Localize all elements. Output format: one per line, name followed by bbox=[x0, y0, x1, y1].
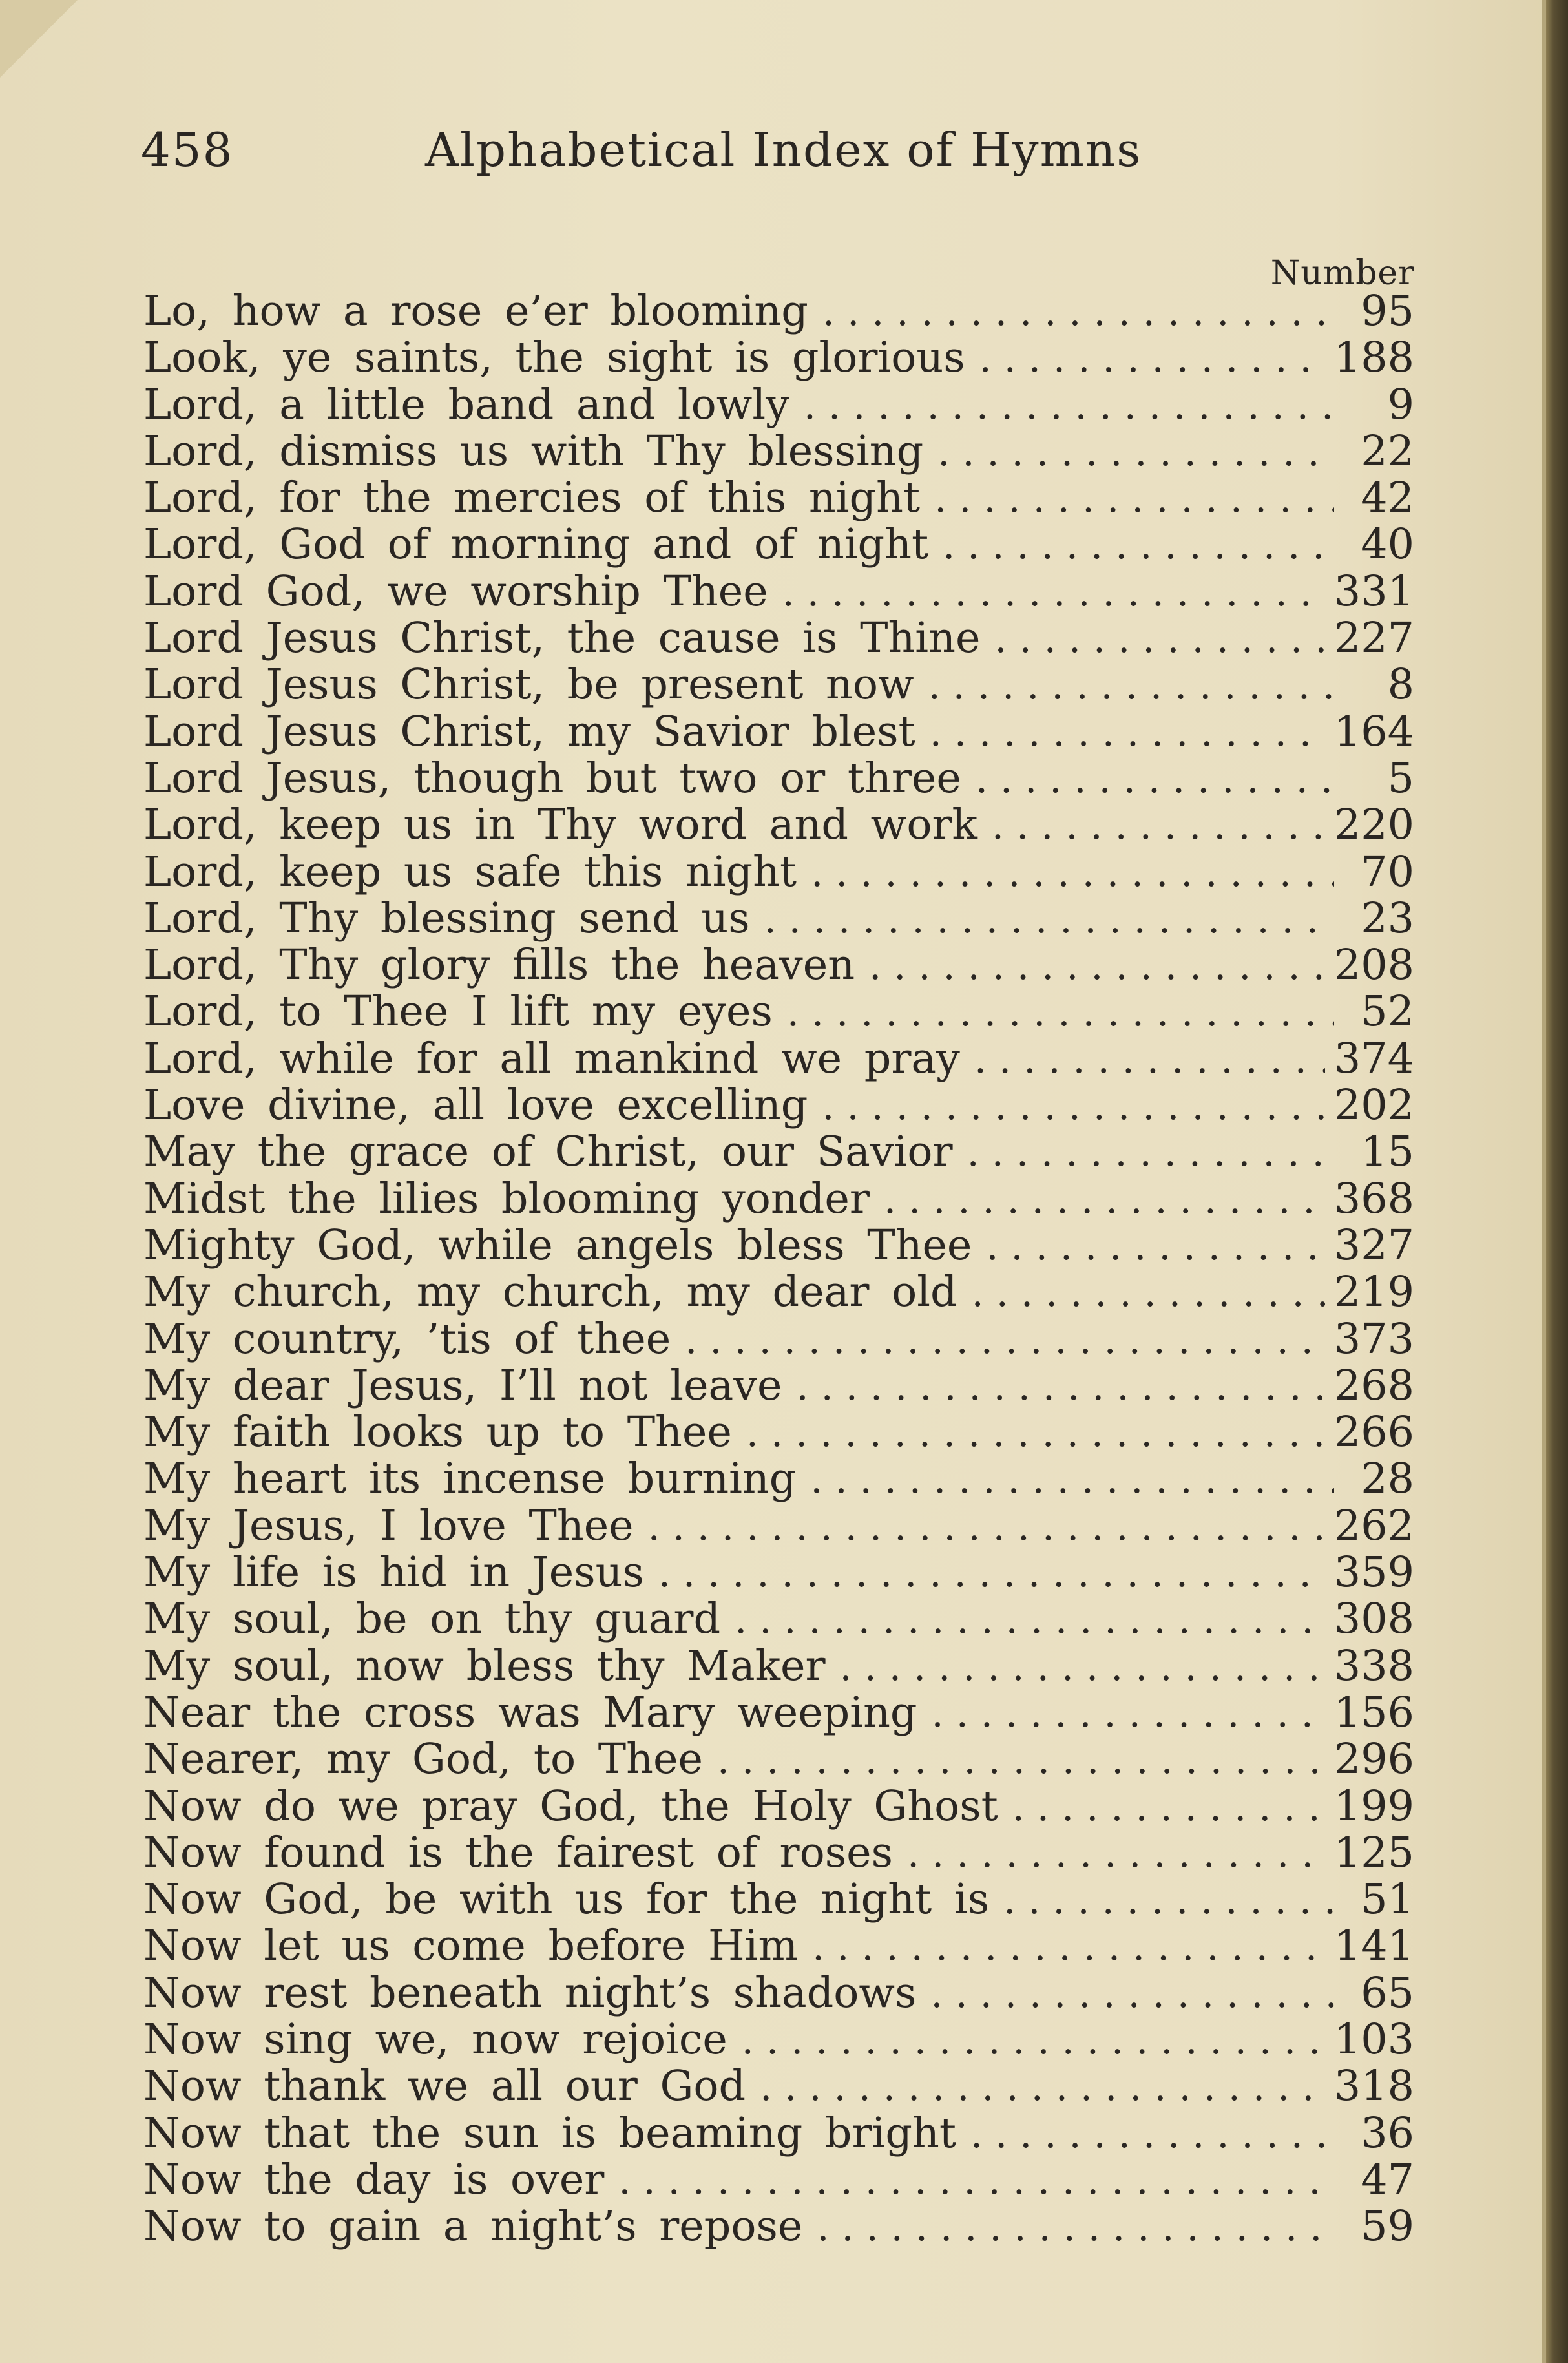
hymn-number: 164 bbox=[1333, 707, 1414, 756]
index-entry bbox=[143, 1783, 1414, 1830]
dot-leader bbox=[685, 1317, 1325, 1363]
hymn-title: Lord, God of morning and of night bbox=[143, 520, 929, 569]
hymn-number: 266 bbox=[1333, 1408, 1414, 1457]
dot-leader bbox=[760, 2064, 1325, 2110]
dot-leader bbox=[618, 2158, 1334, 2204]
index-entry bbox=[143, 1643, 1414, 1690]
hymn-title: Now do we pray God, the Holy Ghost bbox=[143, 1781, 998, 1831]
dot-leader bbox=[742, 2017, 1325, 2064]
dot-leader bbox=[840, 1644, 1325, 1690]
hymn-title: Lord, for the mercies of this night bbox=[143, 474, 921, 523]
index-entry bbox=[143, 2157, 1414, 2203]
dot-leader bbox=[994, 616, 1325, 662]
dot-leader bbox=[943, 522, 1334, 569]
index-entry bbox=[143, 1223, 1414, 1269]
dot-leader bbox=[804, 383, 1334, 429]
hymn-title: Now to gain a night’s repose bbox=[143, 2202, 803, 2251]
dot-leader bbox=[986, 1223, 1325, 1270]
index-entry bbox=[143, 989, 1414, 1035]
dot-leader bbox=[970, 2111, 1334, 2158]
dot-leader bbox=[658, 1550, 1325, 1597]
page-corner bbox=[0, 0, 78, 78]
index-entry bbox=[143, 1690, 1414, 1736]
dot-leader bbox=[979, 335, 1325, 382]
hymn-number: 40 bbox=[1361, 520, 1414, 569]
hymn-number: 52 bbox=[1361, 987, 1414, 1036]
hymn-number: 141 bbox=[1333, 1922, 1414, 1971]
hymn-title: Near the cross was Mary weeping bbox=[143, 1688, 917, 1737]
index-entry bbox=[143, 288, 1414, 335]
hymn-title: May the grace of Christ, our Savior bbox=[143, 1128, 953, 1177]
dot-leader bbox=[648, 1504, 1325, 1550]
hymn-title: Now thank we all our God bbox=[143, 2062, 746, 2111]
index-entry bbox=[143, 1129, 1414, 1175]
hymn-number: 220 bbox=[1333, 801, 1414, 850]
index-entry bbox=[143, 1923, 1414, 1969]
index-entry bbox=[143, 2110, 1414, 2157]
index-entry bbox=[143, 1363, 1414, 1409]
index-entry bbox=[143, 942, 1414, 989]
hymn-title: Lord, dismiss us with Thy blessing bbox=[143, 426, 924, 476]
hymn-number: 338 bbox=[1333, 1641, 1414, 1690]
dot-leader bbox=[811, 850, 1334, 896]
hymn-title: Nearer, my God, to Thee bbox=[143, 1735, 703, 1784]
dot-leader bbox=[937, 429, 1334, 476]
hymn-index-list bbox=[143, 288, 1414, 2250]
index-entry bbox=[143, 896, 1414, 942]
dot-leader bbox=[930, 709, 1325, 756]
dot-leader bbox=[934, 476, 1334, 522]
index-entry bbox=[143, 1736, 1414, 1783]
page-number: 458 bbox=[141, 123, 234, 177]
index-entry bbox=[143, 1503, 1414, 1549]
dot-leader bbox=[822, 289, 1334, 335]
hymn-title: Now found is the fairest of roses bbox=[143, 1828, 893, 1877]
hymn-number: 373 bbox=[1333, 1314, 1414, 1363]
dot-leader bbox=[782, 569, 1325, 616]
hymn-title: My church, my church, my dear old bbox=[143, 1268, 957, 1317]
dot-leader bbox=[746, 1410, 1325, 1456]
hymn-title: Mighty God, while angels bless Thee bbox=[143, 1221, 972, 1270]
index-entry bbox=[143, 1176, 1414, 1223]
index-entry bbox=[143, 1316, 1414, 1363]
hymn-title: Lord, while for all mankind we pray bbox=[143, 1034, 960, 1083]
hymn-title: Lord, Thy glory fills the heaven bbox=[143, 941, 855, 990]
hymn-title: Lord, a little band and lowly bbox=[143, 380, 789, 429]
dot-leader bbox=[907, 1831, 1325, 1877]
hymn-title: My Jesus, I love Thee bbox=[143, 1501, 634, 1550]
dot-leader bbox=[869, 943, 1325, 989]
hymn-title: Midst the lilies blooming yonder bbox=[143, 1174, 870, 1223]
index-entry bbox=[143, 2203, 1414, 2250]
hymn-number: 95 bbox=[1361, 287, 1414, 335]
index-entry bbox=[143, 849, 1414, 896]
dot-leader bbox=[928, 662, 1334, 709]
hymn-number: 51 bbox=[1361, 1875, 1414, 1924]
index-entry bbox=[143, 1269, 1414, 1316]
hymn-number: 208 bbox=[1333, 941, 1414, 990]
index-entry bbox=[143, 1036, 1414, 1082]
index-entry bbox=[143, 1876, 1414, 1923]
hymn-number: 28 bbox=[1361, 1455, 1414, 1504]
hymn-number: 5 bbox=[1387, 753, 1414, 803]
hymn-title: Lord Jesus Christ, my Savior blest bbox=[143, 707, 915, 756]
hymn-title: My country, ’tis of thee bbox=[143, 1314, 671, 1363]
hymn-title: Lord, to Thee I lift my eyes bbox=[143, 987, 773, 1036]
hymn-number: 327 bbox=[1333, 1221, 1414, 1270]
hymn-title: My soul, be on thy guard bbox=[143, 1595, 721, 1644]
hymn-number: 199 bbox=[1333, 1781, 1414, 1831]
hymn-number: 47 bbox=[1361, 2155, 1414, 2204]
hymn-title: Now let us come before Him bbox=[143, 1922, 799, 1971]
dot-leader bbox=[976, 756, 1334, 803]
index-entry bbox=[143, 1409, 1414, 1456]
hymn-number: 15 bbox=[1361, 1128, 1414, 1177]
hymn-title: Lo, how a rose e’er blooming bbox=[143, 287, 808, 335]
hymn-number: 8 bbox=[1387, 660, 1414, 709]
hymn-title: Lord Jesus Christ, be present now bbox=[143, 660, 914, 709]
hymn-number: 103 bbox=[1333, 2015, 1414, 2064]
index-entry bbox=[143, 428, 1414, 475]
hymn-number: 202 bbox=[1333, 1081, 1414, 1130]
hymn-number: 296 bbox=[1333, 1735, 1414, 1784]
hymn-title: Love divine, all love excelling bbox=[143, 1081, 808, 1130]
hymn-number: 42 bbox=[1361, 474, 1414, 523]
hymn-title: My soul, now bless thy Maker bbox=[143, 1641, 826, 1690]
dot-leader bbox=[817, 2204, 1334, 2251]
hymn-number: 70 bbox=[1361, 847, 1414, 896]
hymn-number: 65 bbox=[1361, 1968, 1414, 2017]
dot-leader bbox=[787, 989, 1334, 1036]
hymn-title: Lord God, we worship Thee bbox=[143, 567, 768, 616]
index-entry bbox=[143, 1596, 1414, 1643]
page-header bbox=[141, 123, 1142, 177]
hymn-title: Lord Jesus Christ, the cause is Thine bbox=[143, 614, 981, 663]
book-spine-edge bbox=[1546, 0, 1568, 2363]
hymn-number: 368 bbox=[1333, 1174, 1414, 1223]
index-entry bbox=[143, 2017, 1414, 2063]
dot-leader bbox=[930, 1971, 1334, 2017]
index-entry bbox=[143, 521, 1414, 568]
hymn-title: Lord, Thy blessing send us bbox=[143, 894, 750, 943]
index-entry bbox=[143, 1549, 1414, 1596]
hymn-title: My life is hid in Jesus bbox=[143, 1548, 644, 1597]
index-entry bbox=[143, 802, 1414, 848]
hymn-number: 125 bbox=[1333, 1828, 1414, 1877]
index-entry bbox=[143, 1082, 1414, 1129]
hymn-number: 268 bbox=[1333, 1361, 1414, 1410]
dot-leader bbox=[810, 1456, 1334, 1503]
index-entry bbox=[143, 475, 1414, 521]
hymn-title: My dear Jesus, I’ll not leave bbox=[143, 1361, 782, 1410]
hymn-number: 59 bbox=[1361, 2202, 1414, 2251]
hymn-number: 22 bbox=[1361, 426, 1414, 476]
hymn-title: Look, ye saints, the sight is glorious bbox=[143, 333, 965, 383]
hymn-title: Now that the sun is beaming bright bbox=[143, 2108, 956, 2158]
hymn-number: 359 bbox=[1333, 1548, 1414, 1597]
hymn-title: Lord Jesus, though but two or three bbox=[143, 753, 961, 803]
dot-leader bbox=[812, 1924, 1325, 1970]
hymn-number: 23 bbox=[1361, 894, 1414, 943]
hymn-number: 156 bbox=[1333, 1688, 1414, 1737]
hymn-title: Now sing we, now rejoice bbox=[143, 2015, 727, 2064]
dot-leader bbox=[717, 1737, 1325, 1783]
index-entry bbox=[143, 662, 1414, 708]
dot-leader bbox=[932, 1690, 1325, 1737]
hymn-number: 308 bbox=[1333, 1595, 1414, 1644]
hymn-number: 188 bbox=[1333, 333, 1414, 383]
hymn-title: Lord, keep us in Thy word and work bbox=[143, 801, 977, 850]
dot-leader bbox=[972, 1270, 1325, 1316]
index-entry bbox=[143, 755, 1414, 802]
index-entry bbox=[143, 1456, 1414, 1502]
hymn-number: 36 bbox=[1361, 2108, 1414, 2158]
index-entry bbox=[143, 569, 1414, 615]
hymn-number: 318 bbox=[1333, 2062, 1414, 2111]
hymn-number: 374 bbox=[1333, 1034, 1414, 1083]
hymn-title: Lord, keep us safe this night bbox=[143, 847, 797, 896]
hymn-number: 9 bbox=[1387, 380, 1414, 429]
dot-leader bbox=[796, 1363, 1324, 1410]
hymn-title: Now the day is over bbox=[143, 2155, 605, 2204]
number-column-heading: Number bbox=[1270, 254, 1415, 293]
hymn-title: My faith looks up to Thee bbox=[143, 1408, 732, 1457]
page-title: Alphabetical Index of Hymns bbox=[425, 123, 1142, 177]
dot-leader bbox=[974, 1036, 1325, 1083]
dot-leader bbox=[967, 1129, 1334, 1176]
index-entry bbox=[143, 709, 1414, 755]
dot-leader bbox=[735, 1597, 1325, 1643]
dot-leader bbox=[764, 896, 1334, 943]
dot-leader bbox=[884, 1177, 1325, 1223]
index-entry bbox=[143, 335, 1414, 381]
dot-leader bbox=[822, 1083, 1325, 1129]
dot-leader bbox=[1012, 1784, 1325, 1831]
hymn-title: Now God, be with us for the night is bbox=[143, 1875, 990, 1924]
index-entry bbox=[143, 615, 1414, 662]
hymn-number: 262 bbox=[1333, 1501, 1414, 1550]
hymn-number: 219 bbox=[1333, 1268, 1414, 1317]
hymn-title: My heart its incense burning bbox=[143, 1455, 797, 1504]
index-entry bbox=[143, 2063, 1414, 2110]
hymn-number: 331 bbox=[1333, 567, 1414, 616]
hymn-title: Now rest beneath night’s shadows bbox=[143, 1968, 917, 2017]
index-entry bbox=[143, 1830, 1414, 1876]
dot-leader bbox=[1003, 1877, 1334, 1924]
index-entry bbox=[143, 1970, 1414, 2017]
hymn-number: 227 bbox=[1333, 614, 1414, 663]
index-entry bbox=[143, 382, 1414, 428]
dot-leader bbox=[992, 803, 1325, 849]
